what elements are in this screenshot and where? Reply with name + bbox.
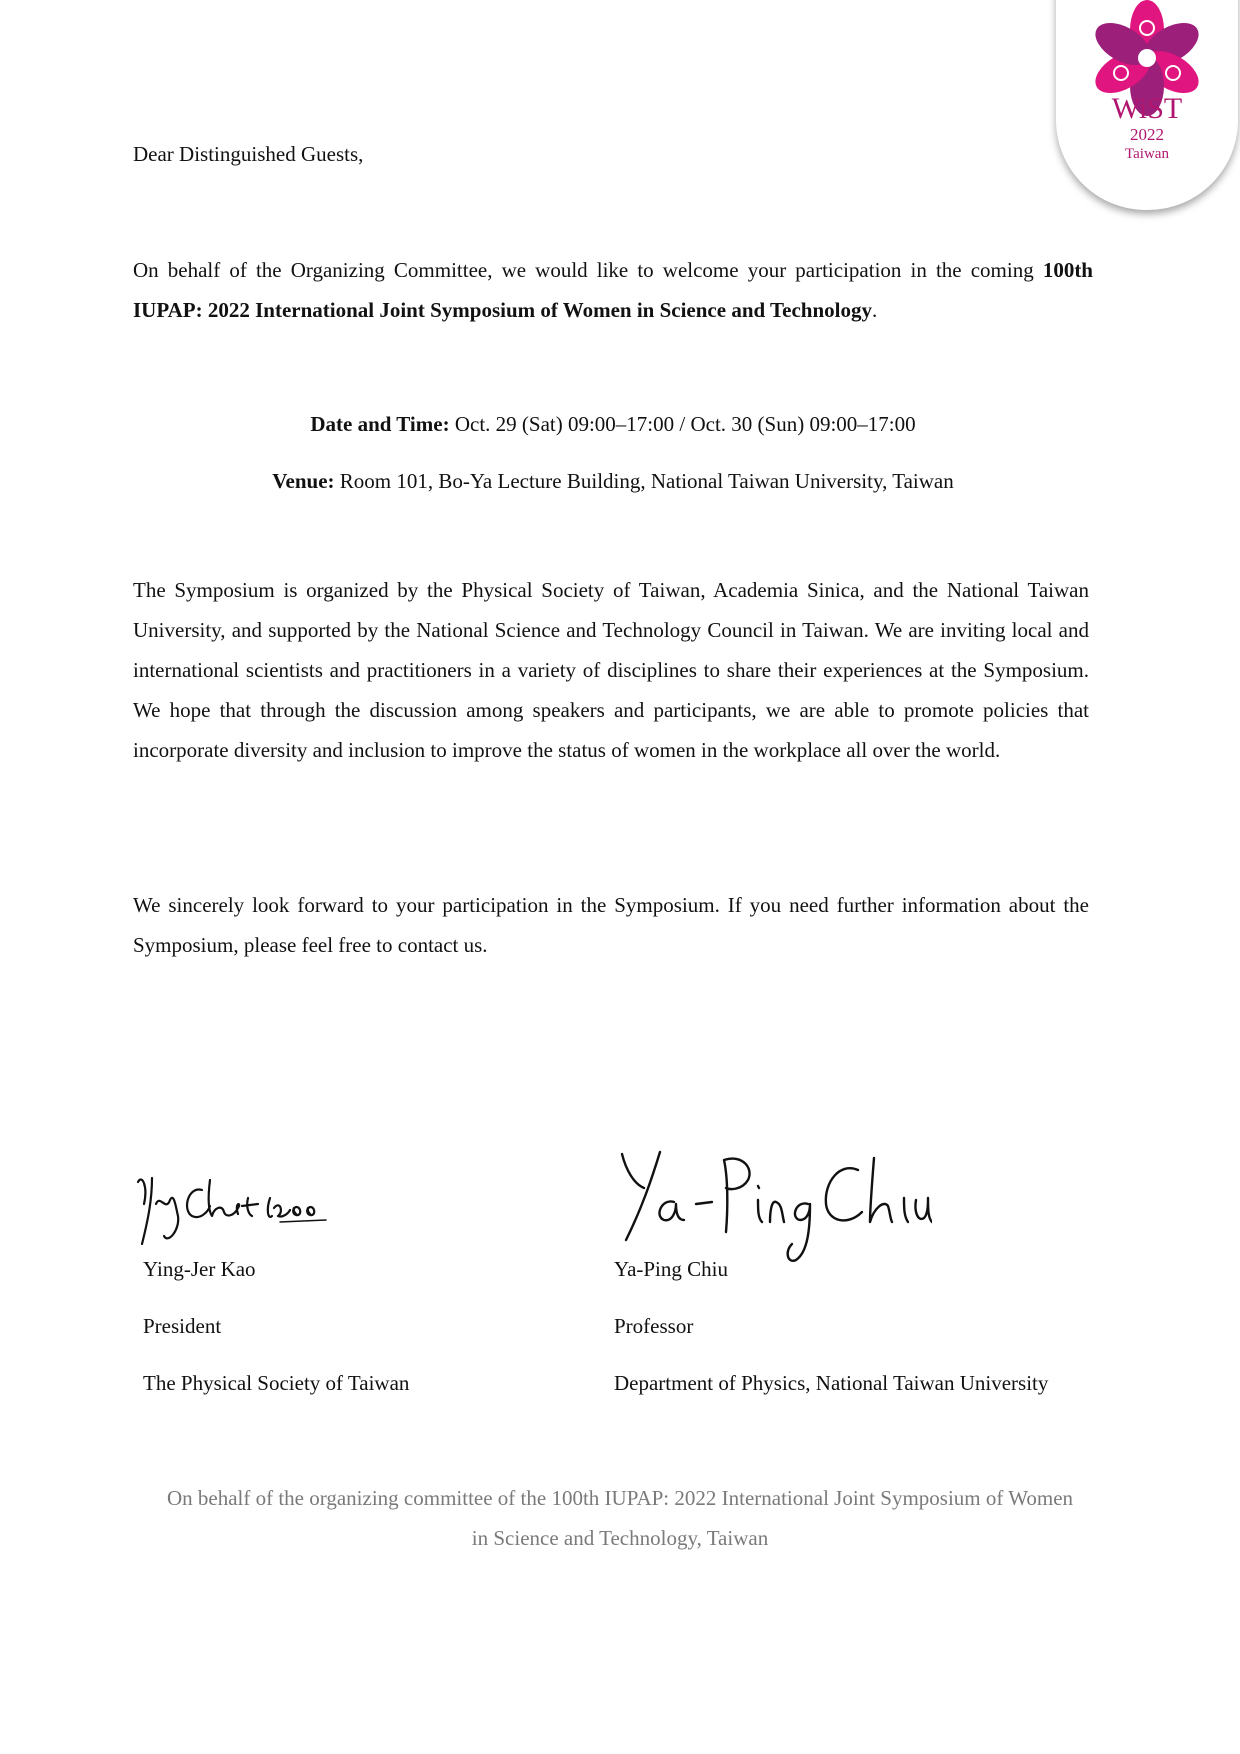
signer-2-title: Professor [614,1314,694,1338]
signature-ya-ping-chiu [612,1148,932,1266]
logo-wordmark: WiST [1111,92,1183,125]
welcome-paragraph [133,250,1093,330]
welcome-text: On behalf of the Organizing Committee, we would like to welcome your participation in the coming [133,258,1043,282]
signer-1-title: President [143,1314,222,1338]
venue-line [133,461,1093,501]
body-paragraph: The Symposium is organized by the Physical Society of Taiwan, Academia Sinica, and the National Taiwan University, and supported by the National Science and Technology Council in Taiwan. We are inviting local and international scientists and practitioners in a variety of disciplines to share their experiences at the Symposium. We hope that through the discussion among speakers and participants, we are able to promote policies that incorporate diversity and inclusion to improve the status of women in the workplace all over the world. [133,578,1089,762]
signer-1-name: Ying-Jer Kao [143,1257,256,1281]
welcome-period: . [871,298,878,322]
wist-logo-badge [1056,0,1238,210]
closing-paragraph: We sincerely look forward to your participation in the Symposium. If you need further information about the Symposium, please feel free to contact us. [133,893,1089,957]
venue-label: Venue: [272,469,335,493]
symposium-name: 100th IUPAP: 2022 International Joint Symposium of Women in Science and Technology [133,258,1093,322]
footer-note: On behalf of the organizing committee of the 100th IUPAP: 2022 International Joint Symposium of Women in Science and Technology, Taiwan [166,1486,1074,1550]
date-time-value: Oct. 29 (Sat) 09:00–17:00 / Oct. 30 (Sun) 09:00–17:00 [449,412,916,436]
signature-ying-jer-kao [130,1160,350,1250]
signer-1-organization: The Physical Society of Taiwan [143,1371,410,1395]
logo-year: 2022 [1130,125,1164,144]
date-time-line [133,404,1093,444]
greeting: Dear Distinguished Guests, [133,142,364,166]
signer-2-organization: Department of Physics, National Taiwan University [614,1371,1049,1395]
date-time-label: Date and Time: [310,412,450,436]
signer-2-name: Ya-Ping Chiu [614,1257,728,1281]
logo-place: Taiwan [1125,146,1169,162]
venue-value: Room 101, Bo-Ya Lecture Building, National Taiwan University, Taiwan [334,469,954,493]
